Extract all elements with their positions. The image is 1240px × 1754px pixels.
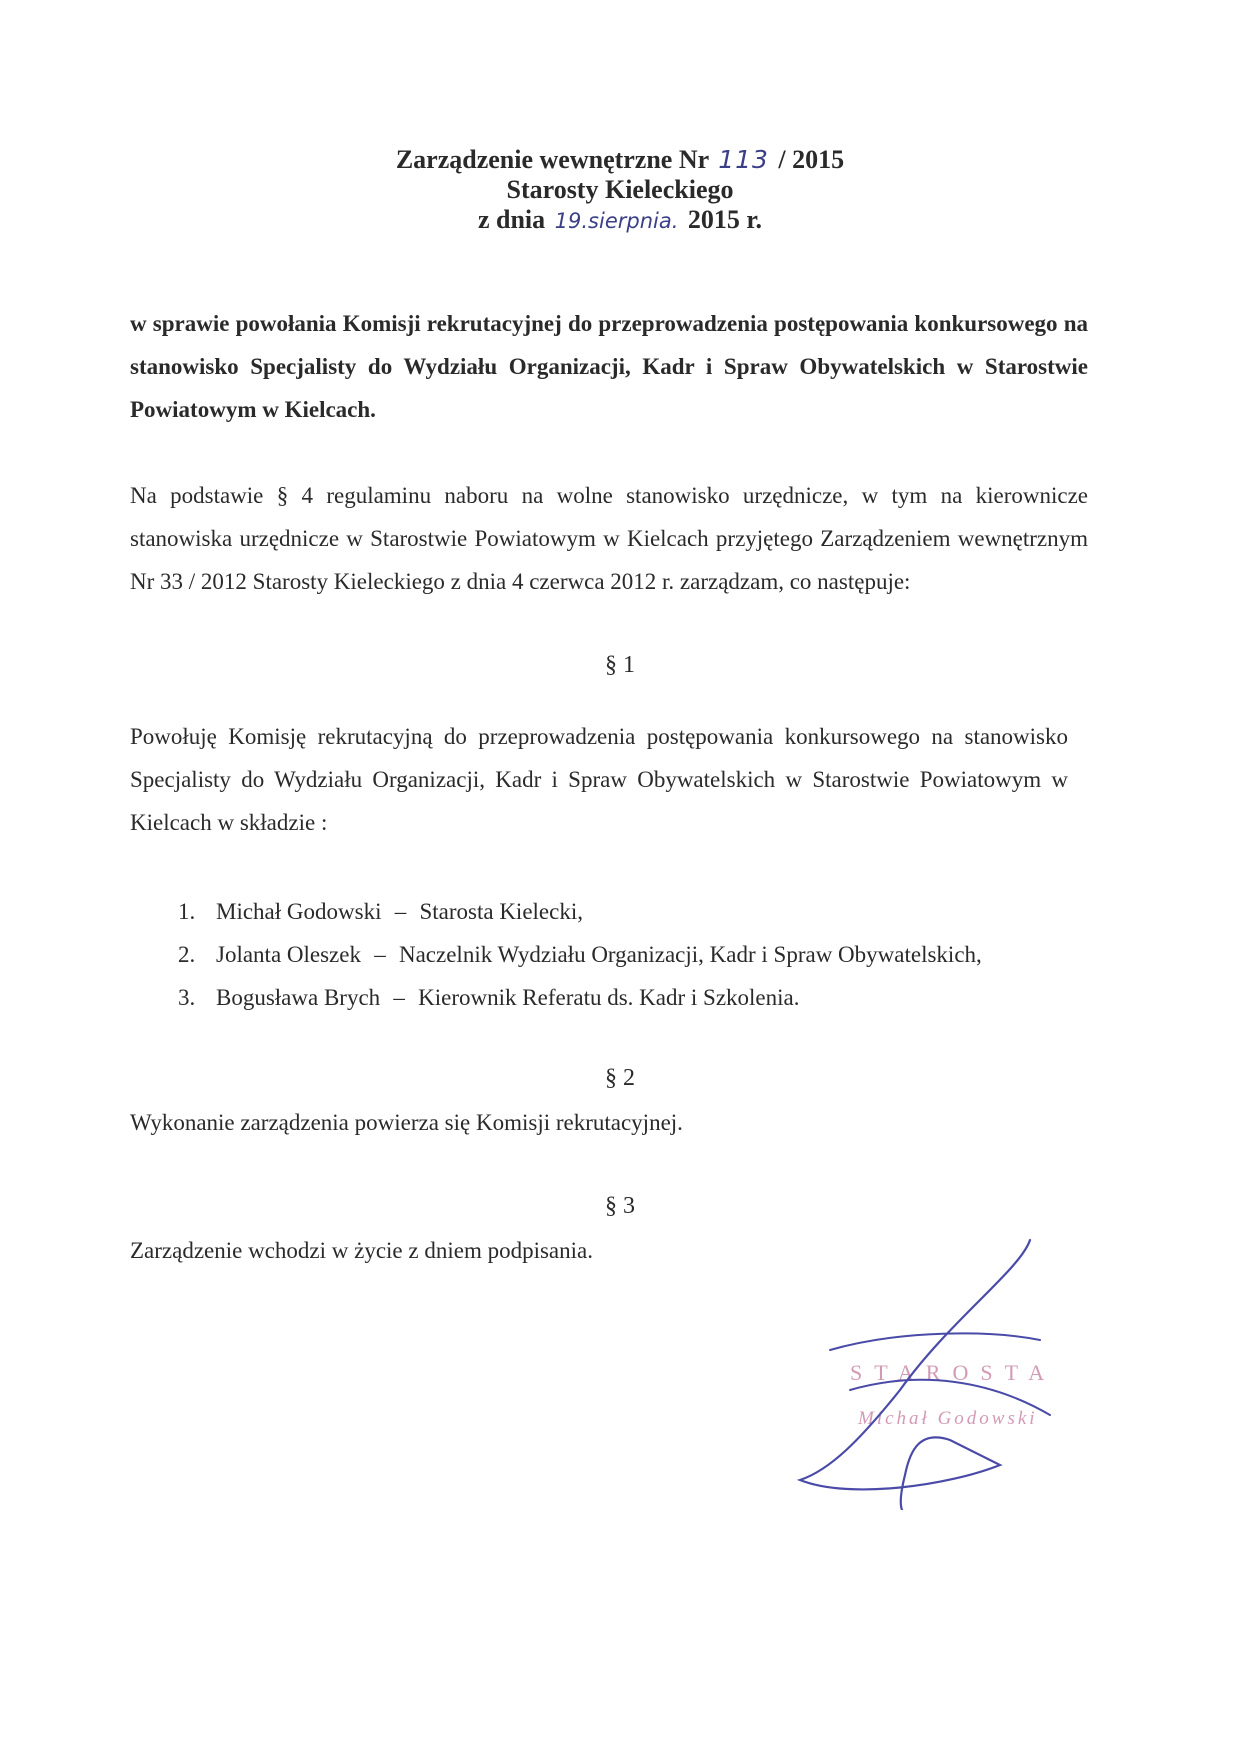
member-number: 1. [178, 899, 196, 924]
section-3-text: Zarządzenie wchodzi w życie z dniem podpisania. [130, 1238, 593, 1263]
committee-members-list [178, 890, 1178, 1019]
header-title-line [0, 145, 1240, 175]
header-date-line [0, 205, 1240, 236]
section-2-text: Wykonanie zarządzenia powierza się Komisji rekrutacyjnej. [130, 1110, 683, 1135]
member-role: Kierownik Referatu ds. Kadr i Szkolenia. [418, 985, 800, 1010]
list-item [178, 933, 1178, 976]
member-dash: – [374, 942, 386, 967]
member-dash: – [393, 985, 405, 1010]
member-dash: – [394, 899, 407, 924]
header-issuer: Starosty Kieleckiego [506, 175, 734, 204]
member-number: 3. [178, 985, 196, 1010]
section-3-heading: § 3 [605, 1193, 635, 1219]
member-name: Jolanta Oleszek [216, 942, 361, 967]
section-1-text: Powołuję Komisję rekrutacyjną do przeprowadzenia postępowania konkursowego na stanowisko Specjalisty do Wydziału Organizacji, Kadr i Spraw Obywatelskich w Starostwie Powiatowym w Kielcach w składzie : [130, 724, 1068, 835]
member-role: Naczelnik Wydziału Organizacji, Kadr i Spraw Obywatelskich, [398, 942, 982, 967]
stamp-title: STAROSTA [850, 1360, 1057, 1385]
list-item [178, 890, 1178, 933]
stamp-name: Michał Godowski [858, 1408, 1038, 1429]
header-date-prefix: z dnia [477, 205, 546, 234]
member-name: Bogusława Brych [216, 985, 381, 1010]
header-title-prefix: Zarządzenie wewnętrzne Nr [395, 145, 709, 174]
header-date-suffix: 2015 r. [687, 205, 763, 234]
document-subject: w sprawie powołania Komisji rekrutacyjnej do przeprowadzenia postępowania konkursowego na stanowisko Specjalisty do Wydziału Organizacji, Kadr i Spraw Obywatelskich w Starostwie Powiatowym w Kielcach. [130, 311, 1088, 422]
section-2-heading: § 2 [605, 1065, 635, 1091]
member-number: 2. [178, 942, 196, 967]
list-item [178, 976, 1178, 1019]
legal-basis-paragraph: Na podstawie § 4 regulaminu naboru na wolne stanowisko urzędnicze, w tym na kierownicze stanowiska urzędnicze w Starostwie Powiatowym w Kielcach przyjętego Zarządzeniem wewnętrznym Nr 33 / 2012 Starosty Kieleckiego z dnia 4 czerwca 2012 r. zarządzam, co następuje: [130, 483, 1088, 594]
handwritten-number: 113 [718, 145, 769, 174]
member-role: Starosta Kielecki, [419, 899, 583, 924]
member-name: Michał Godowski [216, 899, 382, 924]
header-title-suffix: / 2015 [778, 145, 845, 174]
handwritten-signature [790, 1230, 1090, 1510]
handwritten-date: 19.sierpnia. [554, 209, 679, 233]
section-1-heading: § 1 [605, 652, 635, 678]
document-header [0, 145, 1240, 236]
